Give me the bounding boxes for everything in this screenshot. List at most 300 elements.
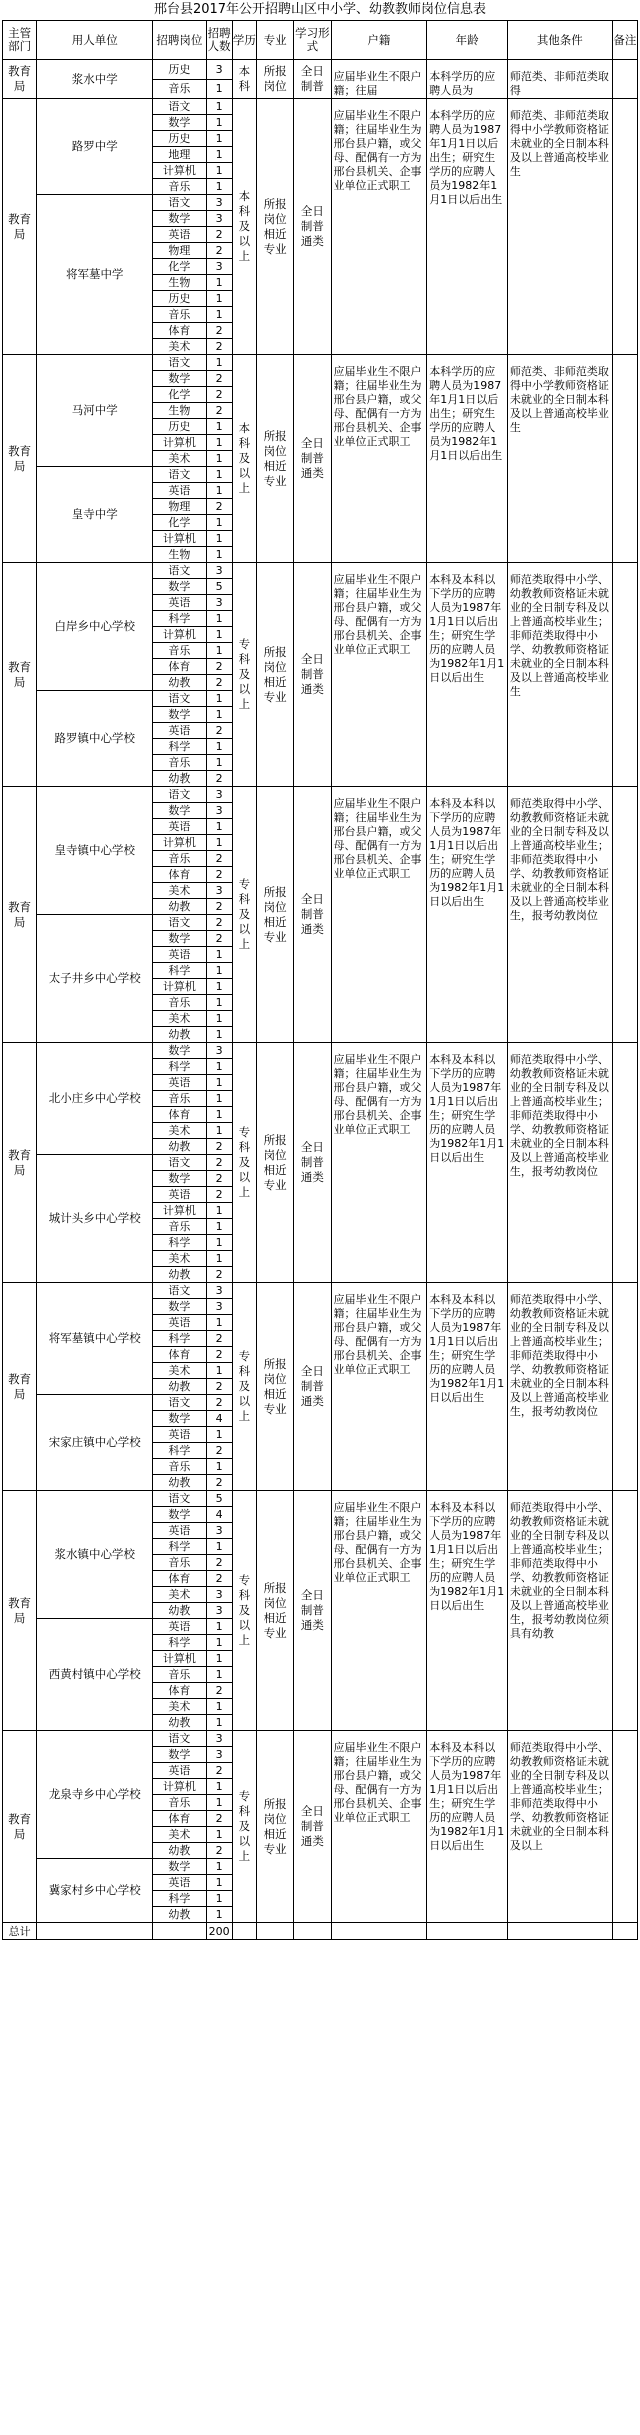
major-cell: 所报岗位相近专业 [256, 99, 293, 355]
post-name: 数学 [153, 1171, 206, 1187]
post-count: 2 [206, 851, 232, 867]
post-name: 体育 [153, 1811, 206, 1827]
post-count: 4 [206, 1507, 232, 1523]
post-count: 1 [206, 1091, 232, 1107]
post-count: 1 [206, 1219, 232, 1235]
post-name: 语文 [153, 1731, 206, 1747]
remark-cell [612, 355, 637, 563]
hukou-cell [331, 99, 427, 355]
unit-name: 龙泉寺乡中心学校 [37, 1731, 153, 1859]
post-name: 历史 [153, 291, 206, 307]
post-count: 2 [206, 1171, 232, 1187]
major-cell: 所报岗位 [256, 60, 293, 99]
post-name: 英语 [153, 1619, 206, 1635]
post-count: 2 [206, 675, 232, 691]
unit-name: 马河中学 [37, 355, 153, 467]
post-count: 1 [206, 739, 232, 755]
hukou-text: 应届毕业生不限户籍；往届毕业生为邢台县户籍，或父母、配偶有一方为邢台县机关、企事业单位正式职工 [333, 573, 422, 656]
post-count: 2 [206, 867, 232, 883]
age-cell [427, 563, 508, 787]
age-text: 本科及本科以下学历的应聘人员为1987年1月1日以后出生；研究生学历的应聘人员为1982年1月1日以后出生 [429, 797, 505, 908]
hukou-text: 应届毕业生不限户籍；往届毕业生为邢台县户籍，或父母、配偶有一方为邢台县机关、企事业单位正式职工 [333, 1293, 422, 1376]
post-count: 1 [206, 515, 232, 531]
post-count: 2 [206, 387, 232, 403]
edu-cell: 专科及以上 [232, 1043, 256, 1283]
post-count: 2 [206, 1379, 232, 1395]
other-text: 师范类取得中小学、幼教教师资格证未就业的全日制专科及以上普通高校毕业生；非师范类取得中小学、幼教教师资格证未就业的全日制本科及以上普通高校毕业生，报考幼教岗位 [509, 797, 609, 922]
form-cell: 全日制普通类 [294, 1731, 331, 1923]
remark-cell [612, 99, 637, 355]
post-name: 化学 [153, 259, 206, 275]
post-name: 音乐 [153, 307, 206, 323]
post-count: 4 [206, 1411, 232, 1427]
header-cell: 用人单位 [37, 21, 153, 60]
post-name: 音乐 [153, 643, 206, 659]
post-count: 1 [206, 627, 232, 643]
post-name: 语文 [153, 1491, 206, 1507]
job-table [2, 20, 638, 1940]
table-row [3, 563, 638, 579]
age-cell [427, 1043, 508, 1283]
post-name: 音乐 [153, 179, 206, 195]
post-name: 幼教 [153, 899, 206, 915]
other-cell [507, 60, 612, 99]
age-cell [427, 787, 508, 1043]
post-name: 科学 [153, 963, 206, 979]
form-cell: 全日制普通类 [294, 1491, 331, 1731]
post-count: 1 [206, 1123, 232, 1139]
hukou-cell [331, 787, 427, 1043]
post-name: 生物 [153, 403, 206, 419]
post-name: 音乐 [153, 1219, 206, 1235]
post-count: 1 [206, 963, 232, 979]
post-count: 2 [206, 1811, 232, 1827]
age-text: 本科及本科以下学历的应聘人员为1987年1月1日以后出生；研究生学历的应聘人员为1982年1月1日以后出生 [429, 1293, 505, 1404]
post-name: 英语 [153, 947, 206, 963]
post-name: 英语 [153, 1187, 206, 1203]
post-count: 1 [206, 1667, 232, 1683]
post-count: 1 [206, 979, 232, 995]
post-count: 1 [206, 179, 232, 195]
post-name: 幼教 [153, 1843, 206, 1859]
table-row [3, 60, 638, 80]
post-count: 1 [206, 691, 232, 707]
post-name: 计算机 [153, 163, 206, 179]
post-name: 计算机 [153, 979, 206, 995]
post-count: 1 [206, 1891, 232, 1907]
total-blank [153, 1923, 206, 1940]
post-count: 3 [206, 1283, 232, 1299]
edu-cell: 专科及以上 [232, 563, 256, 787]
post-count: 1 [206, 995, 232, 1011]
post-count: 3 [206, 1587, 232, 1603]
post-name: 美术 [153, 1699, 206, 1715]
post-count: 1 [206, 1059, 232, 1075]
other-text: 师范类取得中小学、幼教教师资格证未就业的全日制专科及以上普通高校毕业生；非师范类取得中小学、幼教教师资格证未就业的全日制本科及以上 [509, 1741, 609, 1852]
form-cell: 全日制普通类 [294, 1283, 331, 1491]
post-name: 科学 [153, 1331, 206, 1347]
hukou-text: 应届毕业生不限户籍；往届毕业生为邢台县户籍，或父母、配偶有一方为邢台县机关、企事业单位正式职工 [333, 1501, 422, 1584]
post-count: 3 [206, 1043, 232, 1059]
post-count: 2 [206, 1475, 232, 1491]
edu-cell: 专科及以上 [232, 787, 256, 1043]
remark-cell [612, 787, 637, 1043]
unit-name: 将军墓中学 [37, 195, 153, 355]
post-count: 1 [206, 1907, 232, 1923]
total-count: 200 [206, 1923, 232, 1940]
post-count: 2 [206, 1571, 232, 1587]
post-count: 1 [206, 435, 232, 451]
post-count: 1 [206, 275, 232, 291]
post-count: 5 [206, 1491, 232, 1507]
post-name: 语文 [153, 99, 206, 115]
post-name: 幼教 [153, 1715, 206, 1731]
post-count: 1 [206, 835, 232, 851]
unit-name: 北小庄乡中心学校 [37, 1043, 153, 1155]
unit-name: 路罗镇中心学校 [37, 691, 153, 787]
post-count: 1 [206, 79, 232, 99]
post-count: 1 [206, 1251, 232, 1267]
other-cell [507, 1043, 612, 1283]
unit-name: 白岸乡中心学校 [37, 563, 153, 691]
post-name: 英语 [153, 1075, 206, 1091]
total-blank [331, 1923, 427, 1940]
total-row [3, 1923, 638, 1940]
post-name: 幼教 [153, 1139, 206, 1155]
post-name: 语文 [153, 355, 206, 371]
total-blank [294, 1923, 331, 1940]
post-name: 化学 [153, 387, 206, 403]
form-cell: 全日制普通类 [294, 355, 331, 563]
post-count: 1 [206, 1459, 232, 1475]
form-cell: 全日制普通类 [294, 1043, 331, 1283]
form-cell: 全日制普通类 [294, 99, 331, 355]
table-row [3, 1283, 638, 1299]
post-count: 3 [206, 563, 232, 579]
post-name: 数学 [153, 1411, 206, 1427]
total-blank [612, 1923, 637, 1940]
unit-name: 皇寺镇中心学校 [37, 787, 153, 915]
hukou-cell [331, 1283, 427, 1491]
total-blank [232, 1923, 256, 1940]
post-name: 英语 [153, 1427, 206, 1443]
post-count: 2 [206, 1843, 232, 1859]
post-name: 数学 [153, 1299, 206, 1315]
post-count: 1 [206, 419, 232, 435]
post-count: 2 [206, 1347, 232, 1363]
post-count: 3 [206, 1731, 232, 1747]
post-count: 1 [206, 1859, 232, 1875]
post-name: 英语 [153, 819, 206, 835]
post-count: 2 [206, 931, 232, 947]
post-count: 1 [206, 1635, 232, 1651]
post-name: 数学 [153, 211, 206, 227]
post-count: 1 [206, 131, 232, 147]
age-text: 本科学历的应聘人员为1987年1月1日以后出生；研究生学历的应聘人员为1982年1月1日以后出生 [429, 109, 503, 206]
hukou-cell [331, 60, 427, 99]
post-name: 美术 [153, 1587, 206, 1603]
unit-name: 冀家村乡中心学校 [37, 1859, 153, 1923]
hukou-text: 应届毕业生不限户籍；往届毕业生为邢台县户籍，或父母、配偶有一方为邢台县机关、企事业单位正式职工 [333, 1053, 422, 1136]
post-name: 幼教 [153, 1027, 206, 1043]
age-cell [427, 1491, 508, 1731]
hukou-text: 应届毕业生不限户籍；往届 [333, 70, 422, 97]
post-count: 3 [206, 60, 232, 80]
post-count: 2 [206, 499, 232, 515]
edu-cell: 专科及以上 [232, 1283, 256, 1491]
remark-cell [612, 60, 637, 99]
post-name: 英语 [153, 227, 206, 243]
unit-name: 浆水镇中心学校 [37, 1491, 153, 1619]
unit-name: 宋家庄镇中心学校 [37, 1395, 153, 1491]
post-name: 体育 [153, 659, 206, 675]
major-cell: 所报岗位相近专业 [256, 1283, 293, 1491]
post-count: 1 [206, 1795, 232, 1811]
age-text: 本科学历的应聘人员为1987年1月1日以后出生；研究生学历的应聘人员为1982年1月1日以后出生 [429, 365, 503, 462]
header-cell: 学习形式 [294, 21, 331, 60]
table-row [3, 1491, 638, 1507]
post-count: 1 [206, 819, 232, 835]
post-count: 3 [206, 1523, 232, 1539]
form-cell: 全日制普 [294, 60, 331, 99]
total-label: 总计 [3, 1923, 37, 1940]
post-name: 幼教 [153, 1603, 206, 1619]
post-count: 1 [206, 1427, 232, 1443]
post-name: 英语 [153, 1875, 206, 1891]
header-cell: 学历 [232, 21, 256, 60]
unit-name: 浆水中学 [37, 60, 153, 99]
post-count: 1 [206, 1011, 232, 1027]
post-name: 语文 [153, 1155, 206, 1171]
dept-cell: 教育局 [3, 1731, 37, 1923]
hukou-text: 应届毕业生不限户籍；往届毕业生为邢台县户籍，或父母、配偶有一方为邢台县机关、企事业单位正式职工 [333, 1741, 422, 1824]
post-count: 3 [206, 211, 232, 227]
post-name: 历史 [153, 131, 206, 147]
post-count: 3 [206, 803, 232, 819]
post-count: 2 [206, 243, 232, 259]
other-cell [507, 99, 612, 355]
post-count: 1 [206, 1315, 232, 1331]
post-name: 计算机 [153, 1203, 206, 1219]
remark-cell [612, 563, 637, 787]
other-cell [507, 1731, 612, 1923]
post-count: 2 [206, 1395, 232, 1411]
age-text: 本科及本科以下学历的应聘人员为1987年1月1日以后出生；研究生学历的应聘人员为1982年1月1日以后出生 [429, 573, 505, 684]
form-cell: 全日制普通类 [294, 563, 331, 787]
post-name: 体育 [153, 1107, 206, 1123]
other-cell [507, 563, 612, 787]
post-name: 科学 [153, 739, 206, 755]
table-row [3, 787, 638, 803]
post-name: 计算机 [153, 1779, 206, 1795]
post-count: 1 [206, 1779, 232, 1795]
post-count: 1 [206, 947, 232, 963]
table-row [3, 99, 638, 115]
post-count: 2 [206, 723, 232, 739]
post-count: 1 [206, 1203, 232, 1219]
post-name: 数学 [153, 371, 206, 387]
post-count: 2 [206, 1763, 232, 1779]
post-name: 英语 [153, 483, 206, 499]
post-name: 体育 [153, 867, 206, 883]
major-cell: 所报岗位相近专业 [256, 1043, 293, 1283]
edu-cell: 专科及以上 [232, 1731, 256, 1923]
post-count: 1 [206, 643, 232, 659]
post-name: 数学 [153, 803, 206, 819]
post-count: 1 [206, 163, 232, 179]
post-name: 音乐 [153, 1667, 206, 1683]
post-name: 英语 [153, 1763, 206, 1779]
post-name: 幼教 [153, 675, 206, 691]
dept-cell: 教育局 [3, 787, 37, 1043]
form-cell: 全日制普通类 [294, 787, 331, 1043]
post-count: 1 [206, 707, 232, 723]
header-cell: 户籍 [331, 21, 427, 60]
major-cell: 所报岗位相近专业 [256, 1731, 293, 1923]
post-count: 2 [206, 1683, 232, 1699]
post-name: 美术 [153, 451, 206, 467]
hukou-text: 应届毕业生不限户籍；往届毕业生为邢台县户籍，或父母、配偶有一方为邢台县机关、企事业单位正式职工 [333, 109, 422, 192]
post-count: 1 [206, 1075, 232, 1091]
post-name: 语文 [153, 195, 206, 211]
dept-cell: 教育局 [3, 563, 37, 787]
post-count: 3 [206, 1603, 232, 1619]
header-cell: 备注 [612, 21, 637, 60]
other-text: 师范类、非师范类取得 [509, 70, 609, 97]
header-cell: 其他条件 [507, 21, 612, 60]
unit-name: 将军墓镇中心学校 [37, 1283, 153, 1395]
post-name: 美术 [153, 339, 206, 355]
remark-cell [612, 1043, 637, 1283]
edu-cell: 本科及以上 [232, 355, 256, 563]
post-name: 语文 [153, 1283, 206, 1299]
total-blank [37, 1923, 153, 1940]
hukou-cell [331, 1491, 427, 1731]
post-name: 语文 [153, 1395, 206, 1411]
post-count: 2 [206, 1555, 232, 1571]
post-count: 2 [206, 227, 232, 243]
other-cell [507, 1491, 612, 1731]
post-name: 数学 [153, 1859, 206, 1875]
post-count: 2 [206, 915, 232, 931]
hukou-cell [331, 1043, 427, 1283]
page-title: 邢台县2017年公开招聘山区中小学、幼教教师岗位信息表 [153, 2, 487, 17]
post-count: 1 [206, 99, 232, 115]
post-name: 体育 [153, 1571, 206, 1587]
post-count: 2 [206, 339, 232, 355]
post-name: 物理 [153, 499, 206, 515]
post-count: 2 [206, 1139, 232, 1155]
post-count: 2 [206, 659, 232, 675]
post-name: 语文 [153, 787, 206, 803]
post-name: 幼教 [153, 771, 206, 787]
other-text: 师范类、非师范类取得中小学教师资格证未就业的全日制本科及以上普通高校毕业生 [509, 109, 609, 178]
other-text: 师范类取得中小学、幼教教师资格证未就业的全日制专科及以上普通高校毕业生；非师范类取得中小学、幼教教师资格证未就业的全日制本科及以上普通高校毕业生，报考幼教岗位 [509, 1293, 609, 1418]
post-name: 体育 [153, 1683, 206, 1699]
post-name: 体育 [153, 323, 206, 339]
post-count: 1 [206, 1235, 232, 1251]
post-name: 音乐 [153, 755, 206, 771]
post-count: 3 [206, 787, 232, 803]
age-cell [427, 60, 508, 99]
post-count: 1 [206, 147, 232, 163]
other-text: 师范类取得中小学、幼教教师资格证未就业的全日制专科及以上普通高校毕业生；非师范类取得中小学、幼教教师资格证未就业的全日制本科及以上普通高校毕业生 [509, 573, 609, 698]
post-name: 地理 [153, 147, 206, 163]
post-count: 3 [206, 1747, 232, 1763]
post-name: 数学 [153, 1747, 206, 1763]
post-name: 科学 [153, 1059, 206, 1075]
post-name: 计算机 [153, 531, 206, 547]
post-name: 英语 [153, 595, 206, 611]
total-blank [256, 1923, 293, 1940]
post-count: 1 [206, 467, 232, 483]
post-name: 科学 [153, 1891, 206, 1907]
post-name: 英语 [153, 1315, 206, 1331]
post-count: 1 [206, 1539, 232, 1555]
dept-cell: 教育局 [3, 1491, 37, 1731]
post-name: 数学 [153, 115, 206, 131]
post-count: 2 [206, 371, 232, 387]
post-count: 1 [206, 611, 232, 627]
age-text: 本科及本科以下学历的应聘人员为1987年1月1日以后出生；研究生学历的应聘人员为1982年1月1日以后出生 [429, 1053, 505, 1164]
table-row [3, 1731, 638, 1747]
post-name: 科学 [153, 611, 206, 627]
post-name: 科学 [153, 1635, 206, 1651]
post-name: 美术 [153, 1123, 206, 1139]
post-name: 科学 [153, 1539, 206, 1555]
edu-cell: 本科 [232, 60, 256, 99]
hukou-cell [331, 355, 427, 563]
major-cell: 所报岗位相近专业 [256, 563, 293, 787]
post-count: 1 [206, 1875, 232, 1891]
age-cell [427, 99, 508, 355]
age-cell [427, 1283, 508, 1491]
post-count: 1 [206, 115, 232, 131]
post-count: 2 [206, 899, 232, 915]
table-row [3, 355, 638, 371]
total-blank [427, 1923, 508, 1940]
post-count: 5 [206, 579, 232, 595]
post-name: 美术 [153, 1827, 206, 1843]
post-count: 3 [206, 195, 232, 211]
post-name: 化学 [153, 515, 206, 531]
other-text: 师范类取得中小学、幼教教师资格证未就业的全日制专科及以上普通高校毕业生；非师范类取得中小学、幼教教师资格证未就业的全日制本科及以上普通高校毕业生，报考幼教岗位须具有幼教 [509, 1501, 609, 1640]
post-count: 1 [206, 307, 232, 323]
post-count: 1 [206, 355, 232, 371]
post-count: 2 [206, 771, 232, 787]
post-count: 1 [206, 1699, 232, 1715]
post-name: 科学 [153, 1235, 206, 1251]
post-name: 美术 [153, 1251, 206, 1267]
post-count: 3 [206, 259, 232, 275]
unit-name: 路罗中学 [37, 99, 153, 195]
hukou-text: 应届毕业生不限户籍；往届毕业生为邢台县户籍，或父母、配偶有一方为邢台县机关、企事业单位正式职工 [333, 365, 422, 448]
major-cell: 所报岗位相近专业 [256, 787, 293, 1043]
post-name: 体育 [153, 1347, 206, 1363]
post-name: 生物 [153, 547, 206, 563]
unit-name: 西黄村镇中心学校 [37, 1619, 153, 1731]
remark-cell [612, 1731, 637, 1923]
header-cell: 专业 [256, 21, 293, 60]
post-name: 美术 [153, 1363, 206, 1379]
major-cell: 所报岗位相近专业 [256, 1491, 293, 1731]
post-count: 1 [206, 1027, 232, 1043]
dept-cell: 教育局 [3, 355, 37, 563]
other-cell [507, 1283, 612, 1491]
unit-name: 太子井乡中心学校 [37, 915, 153, 1043]
hukou-text: 应届毕业生不限户籍；往届毕业生为邢台县户籍，或父母、配偶有一方为邢台县机关、企事业单位正式职工 [333, 797, 422, 880]
post-count: 3 [206, 1299, 232, 1315]
